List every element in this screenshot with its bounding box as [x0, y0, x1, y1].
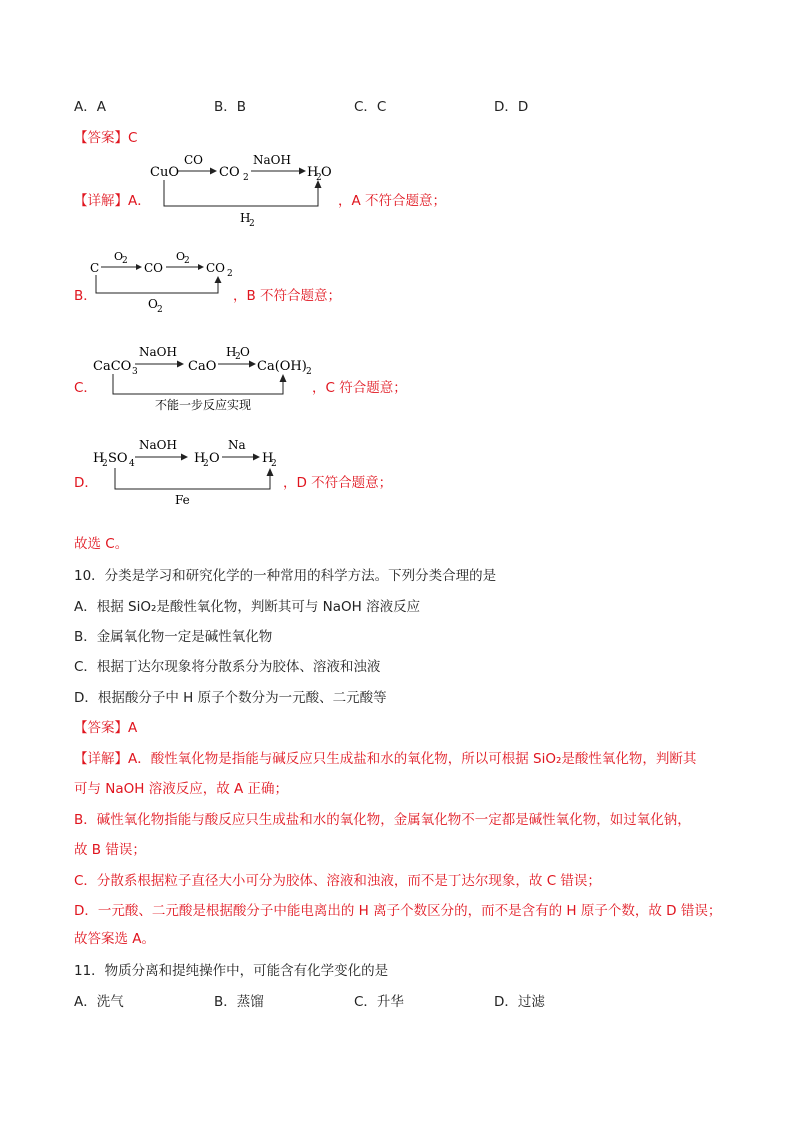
q10-option-b: B．金属氧化物一定是碱性氧化物 [74, 629, 273, 645]
diagram-d-s2b: O [209, 451, 220, 466]
q11-option-c: C．升华 [354, 994, 404, 1010]
diagram-c [93, 342, 318, 414]
q10-detail-line: C．分散系根据粒子直径大小可分为胶体、溶液和浊液，而不是丁达尔现象，故 C 错误； [74, 873, 601, 889]
q9-d-label: D． [74, 475, 98, 491]
q11-stem: 11．物质分离和提纯操作中，可能含有化学变化的是 [74, 963, 389, 979]
diagram-a-r1: CO [184, 153, 204, 167]
diagram-b-r2-sub: 2 [184, 256, 190, 266]
diagram-d-s3: H [262, 451, 274, 466]
diagram-d-s1b: SO [108, 451, 128, 466]
prev-option-a: A．A [74, 99, 106, 115]
diagram-c-s1: CaCO [93, 359, 132, 374]
diagram-b-bottom: O [148, 297, 158, 311]
q9-b-comment: ，B 不符合题意； [233, 288, 342, 304]
q9-detail-label: 【详解】A． [74, 193, 151, 209]
q9-c-label: C． [74, 380, 97, 396]
q10-detail-line: 故答案选 A。 [74, 931, 156, 947]
q9-d-comment: ，D 不符合题意； [283, 475, 393, 491]
q10-option-c: C．根据丁达尔现象将分散系分为胶体、溶液和浊液 [74, 659, 381, 675]
diagram-d-r2: Na [228, 438, 246, 452]
diagram-c-s3-sub: 2 [306, 367, 312, 377]
diagram-d-s3-sub: 2 [271, 459, 277, 469]
diagram-c-s3: Ca(OH) [257, 359, 307, 374]
q10-stem: 10．分类是学习和研究化学的一种常用的科学方法。下列分类合理的是 [74, 568, 497, 584]
diagram-d-s1-sub2: 4 [129, 459, 135, 469]
diagram-b-s3-sub: 2 [227, 269, 233, 279]
q11-option-b: B．蒸馏 [214, 994, 264, 1010]
diagram-b-s2: CO [144, 261, 164, 275]
diagram-d [93, 436, 288, 508]
diagram-b-r2: O [176, 250, 186, 263]
diagram-d-s2-sub: 2 [203, 459, 209, 469]
diagram-c-bottom: 不能一步反应实现 [155, 398, 252, 412]
q10-detail-line: 故 B 错误； [74, 842, 146, 858]
q10-detail-line: D．一元酸、二元酸是根据酸分子中能电离出的 H 离子个数区分的，而不是含有的 H 原子个数，故 D 错误； [74, 903, 722, 919]
diagram-d-s1a: H [93, 451, 105, 466]
diagram-b-r1-sub: 2 [122, 256, 128, 266]
q10-option-d: D．根据酸分子中 H 原子个数分为一元酸、二元酸等 [74, 690, 387, 706]
q10-answer: 【答案】A [74, 720, 138, 736]
diagram-b-s3: CO [206, 261, 226, 275]
diagram-c-r2b: O [240, 345, 250, 359]
diagram-a-s1: CuO [150, 165, 179, 180]
diagram-a-bottom: H [240, 211, 251, 225]
diagram-d-s1-sub1: 2 [102, 459, 108, 469]
diagram-d-r1: NaOH [139, 438, 177, 452]
q10-detail-line: B．碱性氧化物指能与酸反应只生成盐和水的氧化物，金属氧化物不一定都是碱性氧化物，如过氧化钠， [74, 812, 691, 828]
prev-option-b: B．B [214, 99, 247, 115]
q9-conclusion: 故选 C。 [74, 536, 129, 552]
prev-option-c: C．C [354, 99, 387, 115]
diagram-a-s2-sub: 2 [243, 173, 249, 183]
q11-option-d: D．过滤 [494, 994, 545, 1010]
diagram-b-bottom-sub: 2 [157, 305, 163, 315]
diagram-a-bottom-sub: 2 [249, 219, 255, 229]
q11-option-a: A．洗气 [74, 994, 124, 1010]
diagram-c-s1-sub: 3 [132, 367, 138, 377]
diagram-c-r1: NaOH [139, 345, 177, 359]
diagram-a-s3b: O [321, 165, 332, 180]
diagram-a-s2: CO [219, 165, 240, 180]
q9-answer: 【答案】C [74, 130, 138, 146]
q10-detail-line: 【详解】A．酸性氧化物是指能与碱反应只生成盐和水的氧化物，所以可根据 SiO₂是酸性氧化物，判断其 [74, 751, 697, 767]
diagram-c-r2a: H [226, 345, 237, 359]
diagram-a-s3: H [307, 165, 319, 180]
diagram-a [150, 150, 340, 230]
diagram-b [90, 248, 240, 316]
q10-option-a: A．根据 SiO₂是酸性氧化物，判断其可与 NaOH 溶液反应 [74, 599, 421, 615]
prev-option-d: D．D [494, 99, 529, 115]
diagram-c-r2-sub: 2 [235, 352, 241, 362]
diagram-a-r2: NaOH [253, 153, 291, 167]
diagram-d-s2a: H [194, 451, 206, 466]
q9-a-comment: ，A 不符合题意； [338, 193, 447, 209]
diagram-b-r1: O [114, 250, 124, 263]
diagram-d-bottom: Fe [175, 493, 190, 507]
q10-detail-line: 可与 NaOH 溶液反应，故 A 正确； [74, 781, 289, 797]
diagram-c-s2: CaO [188, 359, 217, 374]
q9-c-comment: ，C 符合题意； [312, 380, 407, 396]
diagram-b-s1: C [90, 261, 100, 275]
diagram-a-s3-sub: 2 [316, 173, 322, 183]
q9-b-label: B． [74, 288, 97, 304]
